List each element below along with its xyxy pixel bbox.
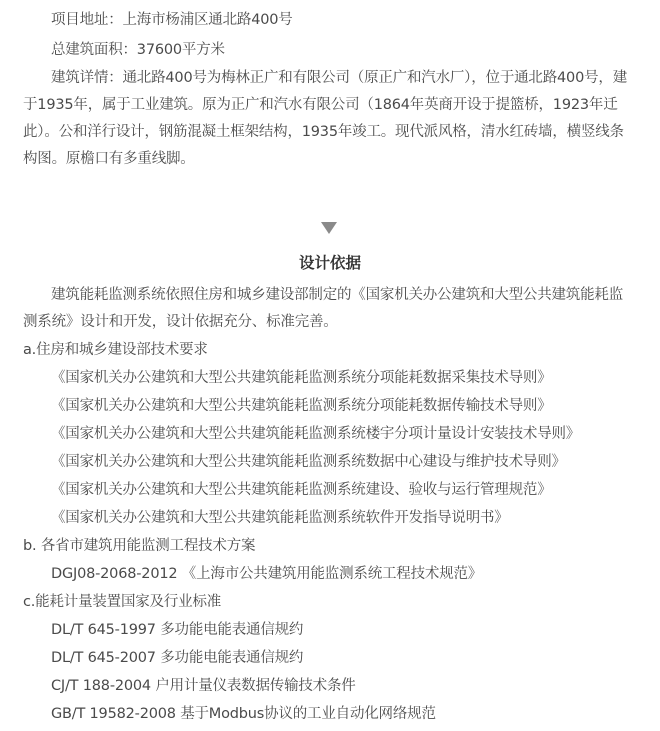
standard-item: 《国家机关办公建筑和大型公共建筑能耗监测系统分项能耗数据采集技术导则》 — [51, 370, 552, 386]
standard-item: 《国家机关办公建筑和大型公共建筑能耗监测系统建设、验收与运行管理规范》 — [51, 482, 552, 498]
project-details: 建筑详情：通北路400号为梅林正广和有限公司（原正广和汽水厂），位于通北路400号，建于1935年，属于工业建筑。原为正广和汽水有限公司（1864年英商开设于提篮桥，1923年迁此）。公和洋行设计，钢筋混凝土框架结构，1935年竣工。现代派风格，清水红砖墙，横竖线条构图。原檐口有多重线脚。 — [23, 70, 627, 167]
standard-item: GB/T 19582-2008 基于Modbus协议的工业自动化网络规范 — [51, 706, 436, 722]
standard-item: 《国家机关办公建筑和大型公共建筑能耗监测系统分项能耗数据传输技术导则》 — [51, 398, 552, 414]
standard-item: 《国家机关办公建筑和大型公共建筑能耗监测系统楼宇分项计量设计安装技术导则》 — [51, 426, 581, 442]
group-b-heading: b. 各省市建筑用能监测工程技术方案 — [23, 538, 256, 554]
group-a-heading: a.住房和城乡建设部技术要求 — [23, 342, 208, 358]
standard-item: DGJ08-2068-2012 《上海市公共建筑用能监测系统工程技术规范》 — [51, 566, 483, 582]
standard-item: DL/T 645-2007 多功能电能表通信规约 — [51, 650, 304, 666]
triangle-down-icon — [321, 222, 337, 234]
group-c-heading: c.能耗计量装置国家及行业标准 — [23, 594, 222, 610]
standard-item: 《国家机关办公建筑和大型公共建筑能耗监测系统软件开发指导说明书》 — [51, 510, 509, 526]
standard-item: 《国家机关办公建筑和大型公共建筑能耗监测系统数据中心建设与维护技术导则》 — [51, 454, 566, 470]
project-address: 项目地址：上海市杨浦区通北路400号 — [51, 12, 293, 28]
section-title: 设计依据 — [298, 254, 361, 272]
standard-item: DL/T 645-1997 多功能电能表通信规约 — [51, 622, 304, 638]
project-area: 总建筑面积：37600平方米 — [51, 42, 225, 58]
standard-item: CJ/T 188-2004 户用计量仪表数据传输技术条件 — [51, 678, 356, 694]
section-intro: 建筑能耗监测系统依照住房和城乡建设部制定的《国家机关办公建筑和大型公共建筑能耗监测系统》设计和开发，设计依据充分、标准完善。 — [23, 287, 623, 330]
